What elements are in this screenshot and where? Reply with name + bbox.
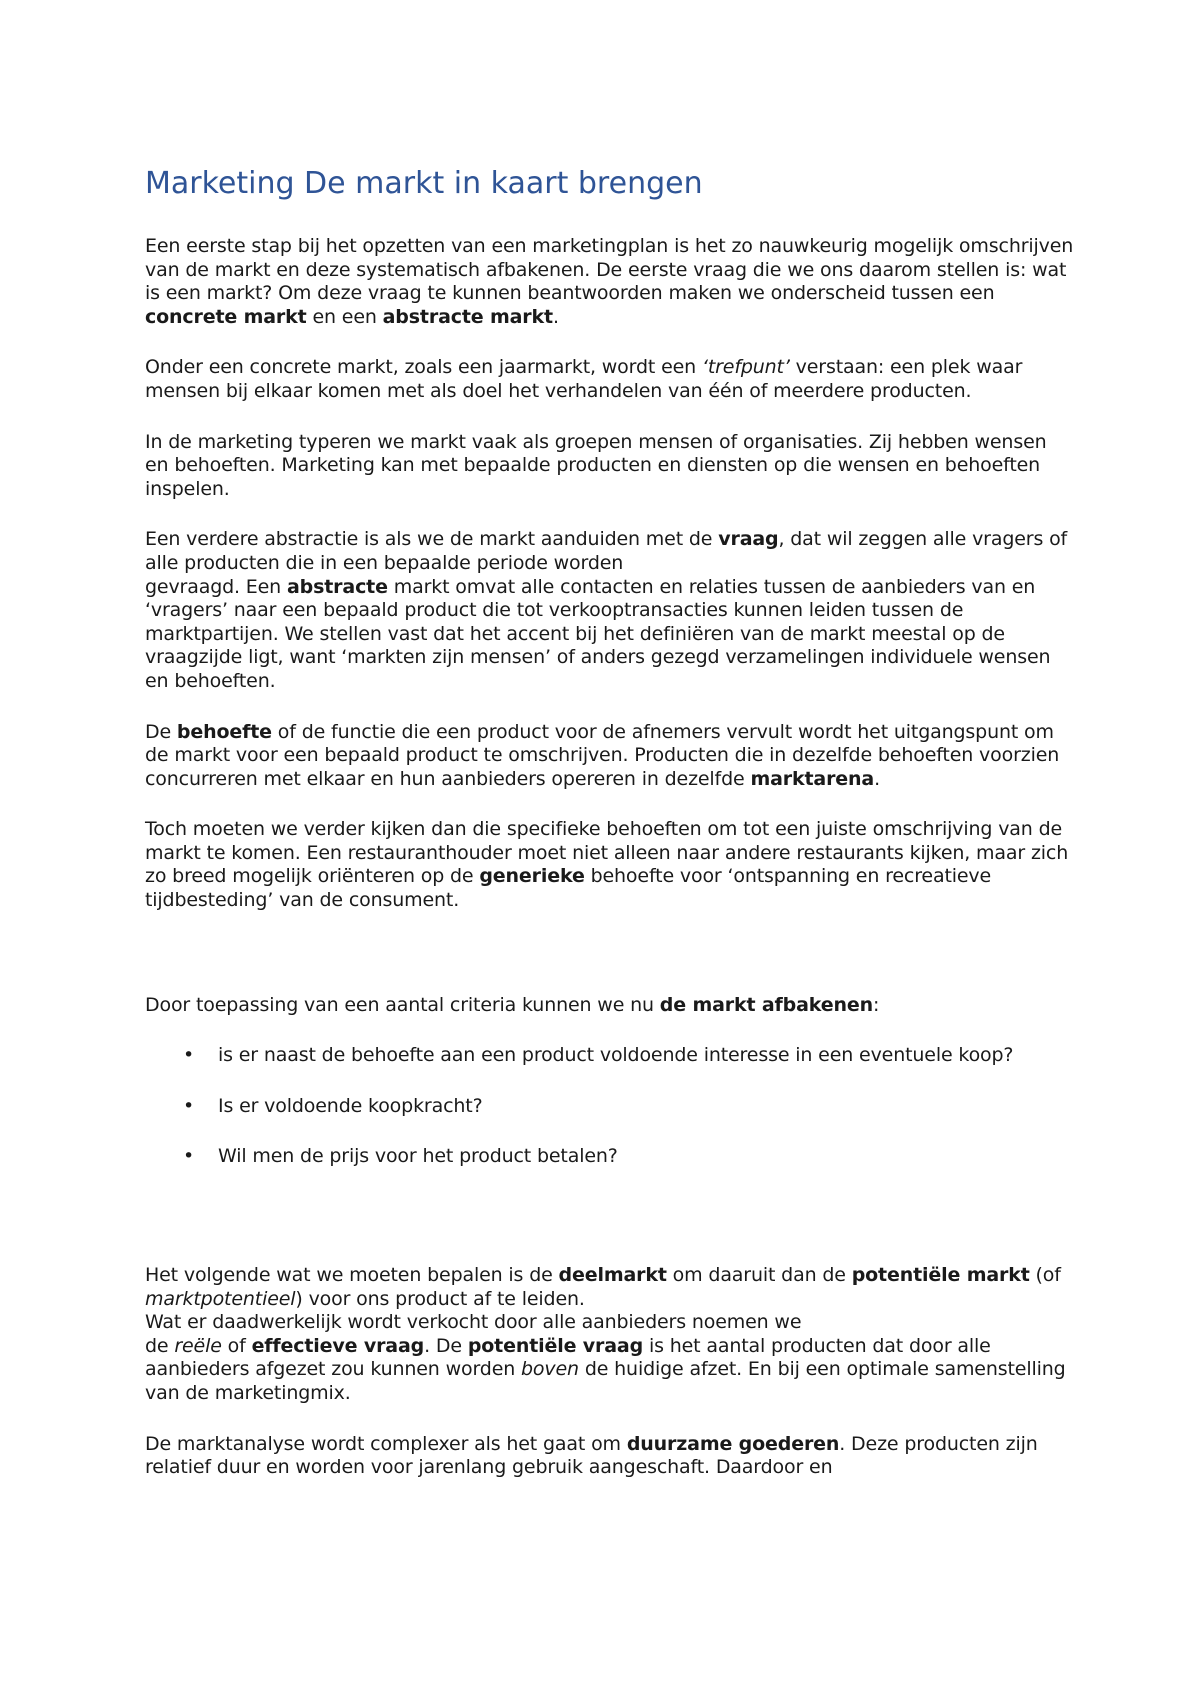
text-run: . De — [424, 1334, 468, 1357]
paragraph-abstraction — [145, 528, 1075, 693]
list-item — [145, 1145, 1075, 1169]
bold-term: generieke — [479, 865, 585, 888]
text-run: gevraagd. Een — [145, 575, 287, 598]
list-item-text: Is er voldoende koopkracht? — [218, 1094, 483, 1117]
bold-term: vraag — [718, 528, 779, 551]
text-run: de — [145, 1334, 175, 1357]
italic-term: marktpotentieel — [145, 1287, 296, 1310]
bold-term: concrete markt — [145, 305, 307, 328]
text-run: De marktanalyse wordt complexer als het gaat om — [145, 1432, 627, 1455]
text-run: . — [552, 305, 559, 328]
bullet-icon: • — [183, 1145, 195, 1168]
text-run: is het aantal producten dat door alle aanbieders afgezet zou kunnen worden — [145, 1334, 991, 1381]
paragraph-behoefte — [145, 721, 1075, 792]
bullet-icon: • — [183, 1044, 195, 1067]
text-run: Toch moeten we verder kijken dan die specifieke behoeften om tot een juiste omschrijving van de markt te komen. Een restauranthouder moet niet alleen naar andere restaurants kijken, maar zich zo breed mogelijk oriënteren op de — [145, 818, 1069, 888]
paragraph-marketing-groups: In de marketing typeren we markt vaak als groepen mensen of organisaties. Zij hebben wensen en behoeften. Marketing kan met bepaalde producten en diensten op die wensen en behoeften inspelen. — [145, 430, 1047, 500]
list-item-text: Wil men de prijs voor het product betalen? — [218, 1145, 618, 1168]
paragraph-criteria-intro — [145, 994, 1075, 1018]
bold-term: duurzame goederen — [626, 1432, 840, 1455]
text-run: of — [221, 1334, 252, 1357]
text-run: Een verdere abstractie is als we de markt aanduiden met de — [145, 528, 719, 551]
bold-term: potentiële vraag — [467, 1334, 644, 1357]
bullet-icon: • — [183, 1094, 195, 1117]
text-run: behoefte voor ‘ontspanning en recreatieve tijdbesteding’ van de consument. — [145, 865, 992, 912]
paragraph-concrete-market — [145, 356, 1075, 403]
text-run: Het volgende wat we moeten bepalen is de — [145, 1264, 559, 1287]
bold-term: deelmarkt — [558, 1264, 667, 1287]
text-run: Door toepassing van een aantal criteria kunnen we nu — [145, 993, 660, 1016]
italic-term: ‘trefpunt’ — [701, 356, 790, 379]
text-run: verstaan: een plek waar mensen bij elkaar komen met als doel het verhandelen van één of meerdere producten. — [145, 356, 1023, 402]
bold-term: potentiële markt — [851, 1264, 1030, 1287]
text-run: Onder een concrete markt, zoals een jaarmarkt, wordt een — [145, 356, 702, 379]
text-run: . Deze producten zijn relatief duur en worden voor jarenlang gebruik aangeschaft. Daardoor en — [145, 1432, 1038, 1479]
spacer — [145, 1196, 1075, 1264]
bold-term: abstracte — [286, 575, 388, 598]
bold-term: marktarena — [750, 767, 875, 790]
bold-term: effectieve vraag — [251, 1334, 425, 1357]
text-run: ) voor ons product af te leiden. — [295, 1287, 585, 1310]
text-run: De — [145, 720, 177, 743]
text-run: . — [874, 767, 880, 790]
bold-term: abstracte markt — [382, 305, 553, 328]
text-run: en een — [306, 305, 383, 328]
list-item — [145, 1095, 1075, 1119]
text-run: Een eerste stap bij het opzetten van een marketingplan is het zo nauwkeurig mogelijk omschrijven van de markt en deze systematisch afbakenen. De eerste vraag die we ons daarom stellen is: wat is een markt? Om deze vraag te kunnen beantwoorden maken we onderscheid tussen een — [145, 235, 1074, 305]
italic-term: reële — [174, 1334, 222, 1357]
text-run: om daaruit dan de — [666, 1264, 852, 1287]
list-item — [145, 1044, 1075, 1068]
document-title: Marketing De markt in kaart brengen — [145, 166, 703, 201]
text-run: Wat er daadwerkelijk wordt verkocht door alle aanbieders noemen we — [145, 1311, 802, 1334]
document-body — [145, 235, 1075, 1507]
text-run: markt omvat alle contacten en relaties tussen de aanbieders van en ‘vragers’ naar een bepaald product die tot verkooptransacties kunnen leiden tussen de marktpartijen. We stellen vast dat het accent bij het definiëren van de markt meestal op de vraagzijde ligt, want ‘markten zijn mensen’ of anders gezegd verzamelingen individuele wensen en behoeften. — [145, 575, 1051, 692]
italic-term: boven — [521, 1358, 579, 1381]
criteria-list — [145, 1044, 1075, 1169]
spacer — [145, 940, 1075, 994]
list-item-text: is er naast de behoefte aan een product voldoende interesse in een eventuele koop? — [218, 1044, 1014, 1067]
text-run: (of — [1029, 1264, 1061, 1287]
paragraph-intro — [145, 235, 1075, 329]
text-run: de huidige afzet. En bij een optimale samenstelling van de marketingmix. — [145, 1358, 1066, 1404]
text-run: , dat wil zeggen alle vragers of alle producten die in een bepaalde periode worden — [145, 528, 1068, 574]
paragraph-durable-goods — [145, 1433, 1075, 1480]
text-run: of de functie die een product voor de afnemers vervult wordt het uitgangspunt om de markt voor een bepaald product te omschrijven. Producten die in dezelfde behoeften voorzien concurreren met elkaar en hun aanbieders opereren in dezelfde — [145, 720, 1060, 790]
paragraph-generic-need — [145, 818, 1075, 912]
bold-term: behoefte — [176, 720, 272, 743]
paragraph-submarket — [145, 1264, 1075, 1406]
text-run: : — [872, 993, 880, 1016]
bold-term: de markt afbakenen — [659, 993, 873, 1016]
